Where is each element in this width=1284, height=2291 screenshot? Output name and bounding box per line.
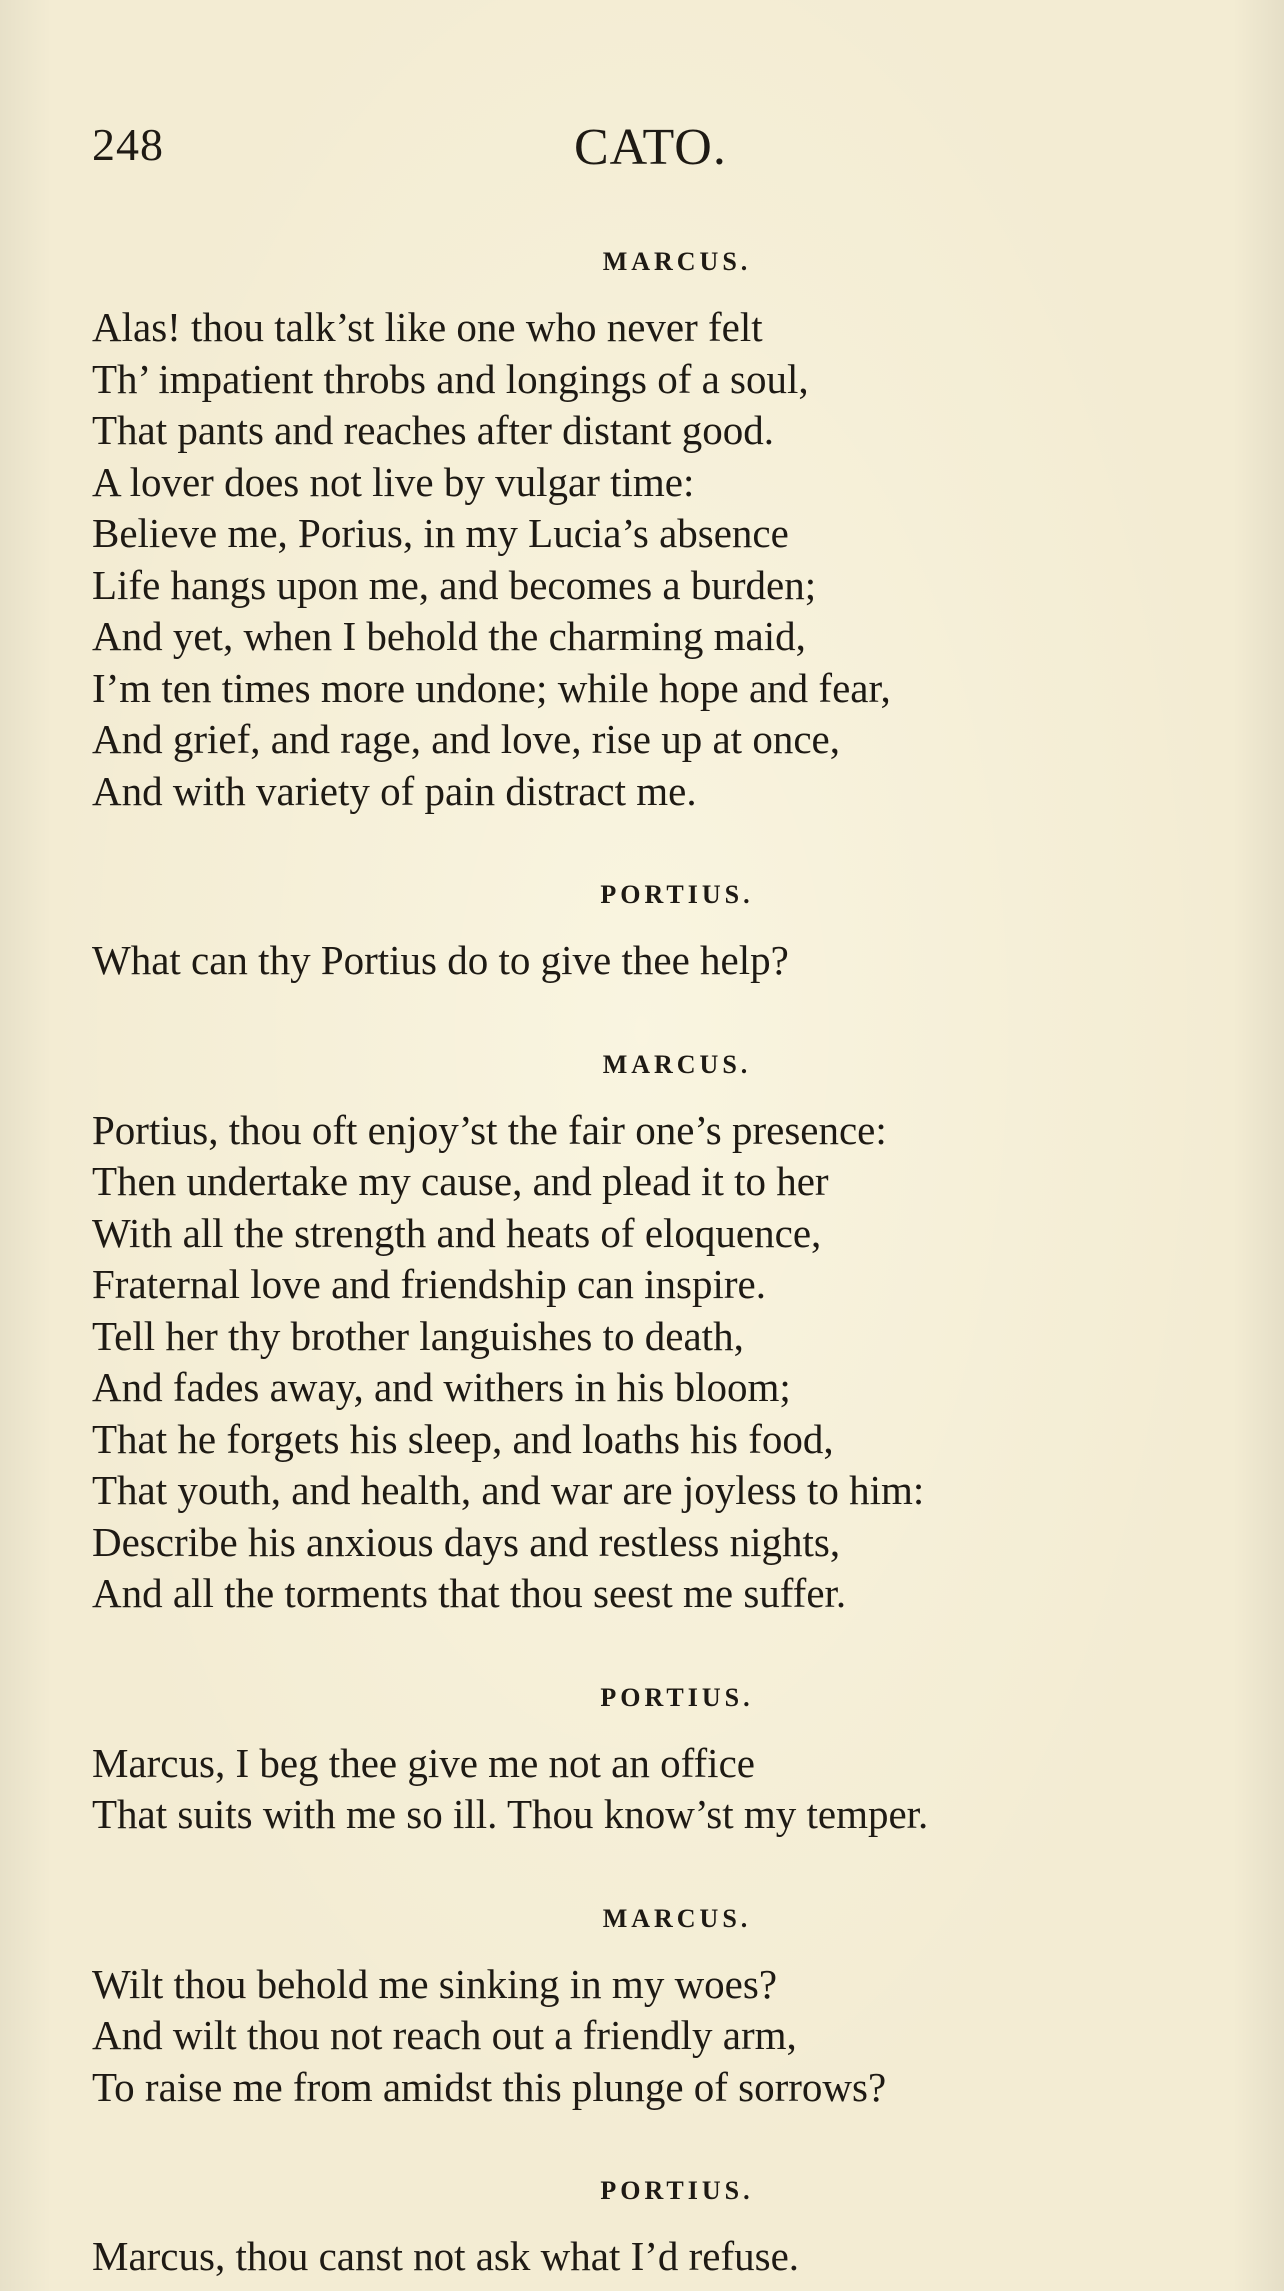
verse-line: Life hangs upon me, and becomes a burden; bbox=[92, 561, 817, 608]
verse-line: Believe me, Porius, in my Lucia’s absence bbox=[92, 510, 789, 556]
speaker-name: PORTIUS. bbox=[600, 1682, 754, 1712]
verse-line: Alas! thou talk’st like one who never felt bbox=[92, 304, 763, 350]
verse-line: To raise me from amidst this plunge of sorrows? bbox=[92, 2063, 887, 2110]
speaker-name: PORTIUS. bbox=[600, 2176, 754, 2205]
page-number: 248 bbox=[92, 119, 164, 170]
speaker-name: PORTIUS. bbox=[600, 880, 754, 909]
verse-line: That suits with me so ill. Thou know’st my temper. bbox=[92, 1791, 929, 1837]
verse-line: A lover does not live by vulgar time: bbox=[92, 458, 695, 505]
verse-line: That pants and reaches after distant good. bbox=[92, 407, 774, 453]
verse-line: Marcus, I beg thee give me not an office bbox=[92, 1739, 755, 1786]
verse-line: Then undertake my cause, and plead it to her bbox=[92, 1158, 829, 1204]
verse-line: That he forgets his sleep, and loaths his food, bbox=[92, 1415, 834, 1462]
verse-line: That youth, and health, and war are joyless to him: bbox=[92, 1467, 925, 1513]
verse-line: Wilt thou behold me sinking in my woes? bbox=[92, 1960, 778, 2007]
verse-line: And all the torments that thou seest me suffer. bbox=[92, 1570, 847, 1616]
speech bbox=[92, 2231, 1232, 2283]
verse-line: Fraternal love and friendship can inspire. bbox=[92, 1261, 766, 1307]
verse-line: And wilt thou not reach out a friendly arm, bbox=[92, 2012, 797, 2058]
verse-line: Portius, thou oft enjoy’st the fair one’s presence: bbox=[92, 1106, 887, 1153]
speaker-name: MARCUS. bbox=[602, 1903, 752, 1933]
verse-line: And fades away, and withers in his bloom; bbox=[92, 1364, 791, 1410]
speaker-name: MARCUS. bbox=[602, 1049, 752, 1079]
verse-line: Marcus, thou canst not ask what I’d refuse. bbox=[92, 2233, 800, 2279]
verse-line: And yet, when I behold the charming maid, bbox=[92, 613, 806, 659]
verse-line: Describe his anxious days and restless nights, bbox=[92, 1518, 841, 1565]
verse-line: Tell her thy brother languishes to death, bbox=[92, 1312, 744, 1359]
verse-line: And with variety of pain distract me. bbox=[92, 767, 697, 814]
verse-line: I’m ten times more undone; while hope and fear, bbox=[92, 664, 891, 711]
verse-line: And grief, and rage, and love, rise up at once, bbox=[92, 716, 840, 762]
speaker-name: MARCUS. bbox=[602, 247, 752, 276]
page-header bbox=[0, 118, 1284, 188]
verse-line: Th’ impatient throbs and longings of a soul, bbox=[92, 355, 809, 402]
speech bbox=[92, 1738, 1232, 1841]
verse-line: With all the strength and heats of eloquence, bbox=[92, 1209, 822, 1256]
play-text bbox=[92, 240, 1232, 2283]
verse-line: What can thy Portius do to give thee help? bbox=[92, 937, 789, 983]
speech bbox=[92, 935, 1232, 987]
running-title: CATO. bbox=[574, 119, 727, 176]
speech bbox=[92, 302, 1232, 817]
speech bbox=[92, 1105, 1232, 1620]
speech bbox=[92, 1959, 1232, 2114]
